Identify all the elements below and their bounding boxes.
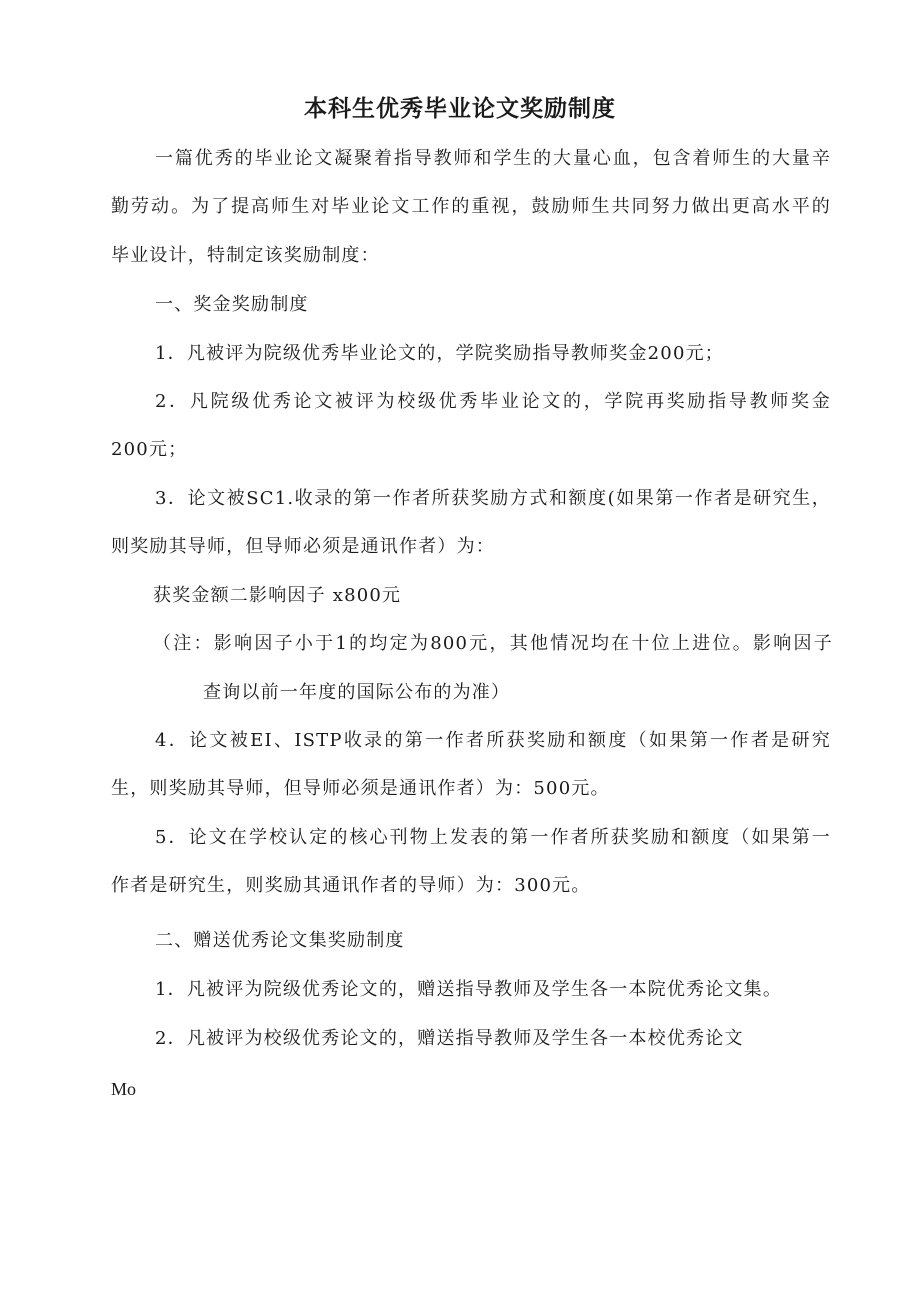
list-item: 5．论文在学校认定的核心刊物上发表的第一作者所获奖励和额度（如果第一 [155,827,831,848]
trailing-text: Mo [111,1079,137,1099]
list-item: 2．凡院级优秀论文被评为校级优秀毕业论文的，学院再奖励指导教师奖金 [155,391,831,412]
intro-line: 一篇优秀的毕业论文凝聚着指导教师和学生的大量心血，包含着师生的大量辛 [155,148,831,169]
list-item: 4．论文被EI、ISTP收录的第一作者所获奖励和额度（如果第一作者是研究 [155,730,831,751]
list-item: 1．凡被评为院级优秀毕业论文的，学院奖励指导教师奖金200元； [155,343,725,364]
list-item-continuation: 200元； [111,439,188,460]
list-item-continuation: 生，则奖励其导师，但导师必须是通讯作者）为：500元。 [111,778,610,799]
note-text: 查询以前一年度的国际公布的为准） [203,682,511,703]
document-title: 本科生优秀毕业论文奖励制度 [304,96,616,122]
list-item: 3．论文被SC1.收录的第一作者所获奖励方式和额度(如果第一作者是研究生， [155,488,831,509]
intro-line: 毕业设计，特制定该奖励制度： [111,245,380,266]
section-heading: 二、赠送优秀论文集奖励制度 [155,930,405,951]
formula-text: 获奖金额二影响因子 x800元 [153,585,402,606]
list-item-continuation: 则奖励其导师，但导师必须是通讯作者）为： [111,536,495,557]
list-item-continuation: 作者是研究生，则奖励其通讯作者的导师）为：300元。 [111,875,591,896]
list-item: 1．凡被评为院级优秀论文的，赠送指导教师及学生各一本院优秀论文集。 [155,979,783,1000]
section-heading: 一、奖金奖励制度 [155,294,309,315]
list-item: 2．凡被评为校级优秀论文的，赠送指导教师及学生各一本校优秀论文 [155,1028,744,1049]
note-text: （注：影响因子小于1的均定为800元，其他情况均在十位上进位。影响因子 [153,633,833,654]
intro-line: 勤劳动。为了提高师生对毕业论文工作的重视，鼓励师生共同努力做出更高水平的 [111,196,831,217]
